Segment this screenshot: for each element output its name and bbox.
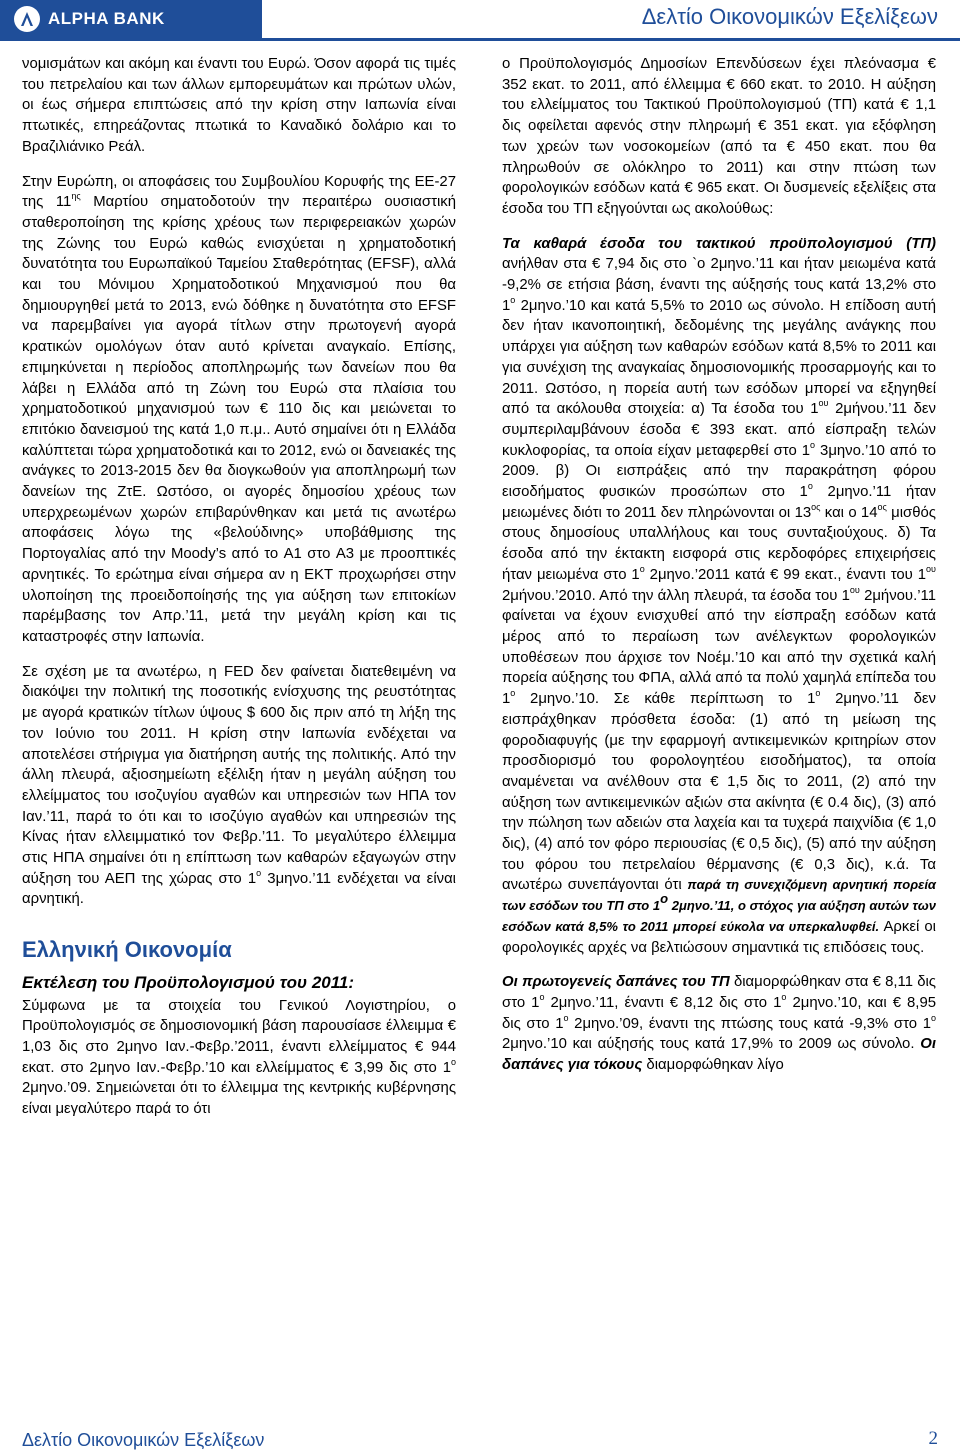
left-column bbox=[22, 54, 456, 1134]
page-number: 2 bbox=[928, 1428, 938, 1449]
paragraph: ο Προϋπολογισμός Δημοσίων Επενδύσεων έχει πλεόνασμα € 352 εκατ. το 2011, από έλλειμμα € 660 εκατ. το 2010. Η αύξηση του ελλείμματος του Τακτικού Προϋπολογισμού (ΤΠ) κατά € 1,1 δις οφείλεται αφενός στην πληρωμή € 351 εκατ. για εξόφληση των χρεών των νοσοκομείων (από τα € 450 εκατ. που θα πληρωθούν σε ολόκληρο το 2011) και στην πτώση των φορολογικών εσόδων κατά € 965 εκατ. Οι δυσμενείς εξελίξεις στα έσοδα του ΤΠ εξηγούνται ως ακολούθως: bbox=[502, 56, 936, 217]
logo-bar bbox=[0, 0, 262, 38]
right-column bbox=[502, 54, 936, 1090]
paragraph: Σε σχέση με τα ανωτέρω, η FED δεν φαίνεται διατεθειμένη να διακόψει την πολιτική της ποσοτικής ενίσχυσης της ρευστότητας με αγορά κρατικών τίτλων ύψους $ 600 δις πριν από τη λήξη της τον Ιούνιο του 2011. Η κρίση στην Ιαπωνία ενδέχεται να αποτελέσει στήριγμα για διατήρηση αυτής της πολιτικής. Από την άλλη πλευρά, αξιοσημείωτη εξέλιξη ήταν η μεγάλη αύξηση του ελλείμματος του ισοζυγίου αγαθών και υπηρεσιών των ΗΠΑ τον Ιαν.’11, παρά το ότι και το ισοζύγιο αγαθών και υπηρεσιών της Κίνας ήταν ελλειμματικό τον Φεβρ.’11. Το μεγαλύτερο έλλειμμα στις ΗΠΑ σημαίνει ότι η επίπτωση των καθαρών εξαγωγών στην αύξηση του ΑΕΠ της χώρας στο $1^o$ 3μηνο.’11 ενδέχεται να είναι αρνητική. bbox=[22, 663, 456, 908]
header-title: Δελτίο Οικονομικών Εξελίξεων bbox=[641, 4, 938, 29]
footer-title: Δελτίο Οικονομικών Εξελίξεων bbox=[22, 1430, 265, 1450]
paragraph: Στην Ευρώπη, οι αποφάσεις του Συμβουλίου Κορυφής της ΕΕ-27 της $11^{\eta\varsigma}$ Μαρτίου σηματοδοτούν την περαιτέρω ουσιαστική σταθεροποίηση της κρίσης χρέους των περιφερειακών χωρών της Ζώνης του Ευρώ καθώς ενισχύεται η χρηματοδοτική δυνατότητα του Ευρωπαϊκού Ταμείου Σταθερότητας (EFSF), αλλά και του Μόνιμου Χρηματοδοτικού Μηχανισμού που θα δημιουργηθεί μετά το 2013, ενώ δόθηκε η δυνατότητα στο EFSF να παρεμβαίνει για αγορά τίτλων στην πρωτογενή αγορά κρατικών ομολόγων όταν αυτό κρίνεται αναγκαίο. Επίσης, επιμηκύνεται η περίοδος αποπληρωμής των δανείων που θα λάβει η Ελλάδα από τη Ζώνη του Ευρώ στα πλαίσια του χρηματοδοτικού μηχανισμού των € 110 δις και μειώνεται το επιτόκιο δανεισμού της κατά 1,0 π.μ.. Αυτό σημαίνει ότι η Ελλάδα καλύπτεται τώρα χρηματοδοτικά και το 2012, ενώ οι δανειακές της ανάγκες το 2013-2015 δεν θα διογκωθούν για αποπληρωμή των δανείων της ΖτΕ. Ωστόσο, οι αγορές δημοσίου χρέους των υπερχρεωμένων χωρών επιβαρύνθηκαν και μετά τις ανωτέρω αποφάσεις λόγω της «βελούδινης» υποβάθμισης της Πορτογαλίας από την Moody’s από το A1 στο A3 με προοπτικές αρνητικές. Το ερώτημα είναι σήμερα αν η ΕΚΤ προχωρήσει στην υλοποίηση της προειδοποίησής της για αύξηση των επιτοκίων παρέμβασης τον Απρ.’11, μετά την μεγάλη κρίση και τις καταστροφές στην Ιαπωνία. bbox=[22, 173, 456, 645]
paragraph: Σύμφωνα με τα στοιχεία του Γενικού Λογιστηρίου, ο Προϋπολογισμός σε δημοσιονομική βάση παρουσίασε έλλειμμα € 1,03 δις στο 2μηνο Ιαν.-Φεβρ.’2011, έναντι ελλείμματος € 944 εκατ. στο 2μηνο Ιαν.-Φεβρ.’10 και ελλείμματος € 3,99 δις στο $1^o$ 2μηνο.’09. Σημειώνεται ότι το έλλειμμα της κεντρικής κυβέρνησης είναι μεγαλύτερο παρά το ότι bbox=[22, 997, 456, 1118]
logo-text: ALPHA BANK bbox=[48, 9, 165, 28]
header-divider bbox=[0, 38, 960, 41]
paragraph: Οι πρωτογενείς δαπάνες του ΤΠ διαμορφώθηκαν στα € 8,11 δις στο $1^o$ 2μηνο.’11, έναντι € 8,12 δις στο $1^o$ 2μηνο.’10, και € 8,95 δις στο $1^o$ 2μηνο.’09, έναντι της πτώσης τους κατά -9,3% στο $1^o$ 2μηνο.’10 και αύξησής τους κατά 17,9% το 2009 ως σύνολο. Οι δαπάνες για τόκους διαμορφώθηκαν λίγο bbox=[502, 974, 937, 1074]
page-header bbox=[0, 0, 960, 42]
paragraph: Τα καθαρά έσοδα του τακτικού προϋπολογισμού (ΤΠ) ανήλθαν στα € 7,94 δις στο `ο 2μηνο.’11 και ήταν μειωμένα κατά -9,2% σε ετήσια βάση, έναντι της αύξησής τους κατά 13,2% στο $1^o$ 2μηνο.’10 και κατά 5,5% το 2010 ως σύνολο. Η επίδοση αυτή δεν ήταν ικανοποιητική, δεδομένης της μεγάλης ανάγκης που υπάρχει για αύξηση των καθαρών εσόδων κατά 8,5% το 2011 και για συνέχιση της αναγκαίας δημοσιονομικής προσαρμογής και το 2011. Ωστόσο, η πορεία αυτή των εσόδων μπορεί να εξηγηθεί από τα ακόλουθα στοιχεία: α) Τα έσοδα του $1^{o\upsilon}$ 2μήνου.’11 δεν συμπεριλαμβάνουν έσοδα € 393 εκατ. από είσπραξη τελών κυκλοφορίας, τα οποία είχαν μεταφερθεί στο $1^o$ 3μηνο.’10 από το 2009. β) Οι εισπράξεις από την παρακράτηση φόρου εισοδήματος φυσικών προσώπων στο $1^o$ 2μηνο.’11 ήταν μειωμένες διότι το 2011 δεν πληρώνονται οι $13^{o\varsigma}$ και ο $14^{o\varsigma}$ μισθός στους δημοσίους υπαλλήλους και τους συνταξιούχους. δ) Τα έσοδα από την έκτακτη εισφορά στις κερδοφόρες επιχειρήσεις ήταν μειωμένα στο $1^o$ 2μηνο.’2011 κατά € 99 εκατ., έναντι του $1^{o\upsilon}$ 2μήνου.’2010. Από την άλλη πλευρά, τα έσοδα του $1^{o\upsilon}$ 2μήνου.’11 φαίνεται να έχουν ενισχυθεί από την είσπραξη εσόδων κατά μέρος από το περαίωση των ανέλεγκτων φορολογικών υποθέσεων που άρχισε τον Νοέμ.’10 και από την σχετικά καλή πορεία αύξησης του ΦΠΑ, αλλά από τα πολύ χαμηλά επίπεδα του $1^o$ 2μηνο.’10. Σε κάθε περίπτωση το $1^o$ 2μηνο.’11 δεν εισπράχθηκαν πρόσθετα έσοδα: (1) από τη μείωση της φοροδιαφυγής (με την εφαρμογή αντικειμενικών κριτηρίων στον προσδιορισμό του φορολογητέου εισοδήματος), τα οποία αναμένεται να ανέλθουν στα € 1,5 δις το 2011, (2) από την αύξηση των αντικειμενικών αξιών στα ακίνητα (€ 0.4 δις), (3) από την πώληση των αδειών στα λαχεία και τα τυχερά παιχνίδια (€ 1,0 δις), (4) από τον φόρο περιουσίας (€ 0,5 δις), (5) από την αύξηση του φόρου του πετρελαίου θέρμανσης (€ 0,3 δις), κ.ά. Τα ανωτέρω συνεπάγονται ότι παρά τη συνεχιζόμενη αρνητική πορεία των εσόδων του ΤΠ στο $1^o$ 2μηνο.’11, ο στόχος για αύξηση αυτών των εσόδων κατά 8,5% το 2011 μπορεί εύκολα να υπερκαλυφθεί. Αρκεί οι φορολογικές αρχές να βελτιώσουν σημαντικά τις επιδόσεις τους. bbox=[502, 235, 936, 956]
paragraph: νομισμάτων και ακόμη και έναντι του Ευρώ. Όσον αφορά τις τιμές του πετρελαίου και των άλλων εμπορευμάτων και πρώτων υλών, οι έως σήμερα επιπτώσεις από την κρίση στην Ιαπωνία είναι πτωτικές, επηρεάζοντας πτωτικά το Καναδικό δολάριο και το Βραζιλιάνικο Ρεάλ. bbox=[22, 56, 456, 155]
page-footer bbox=[22, 1428, 938, 1452]
section-subheading: Εκτέλεση του Προϋπολογισμού του 2011: bbox=[22, 972, 355, 992]
section-heading: Ελληνική Οικονομία bbox=[22, 937, 232, 963]
alpha-bank-emblem-icon bbox=[14, 6, 40, 32]
